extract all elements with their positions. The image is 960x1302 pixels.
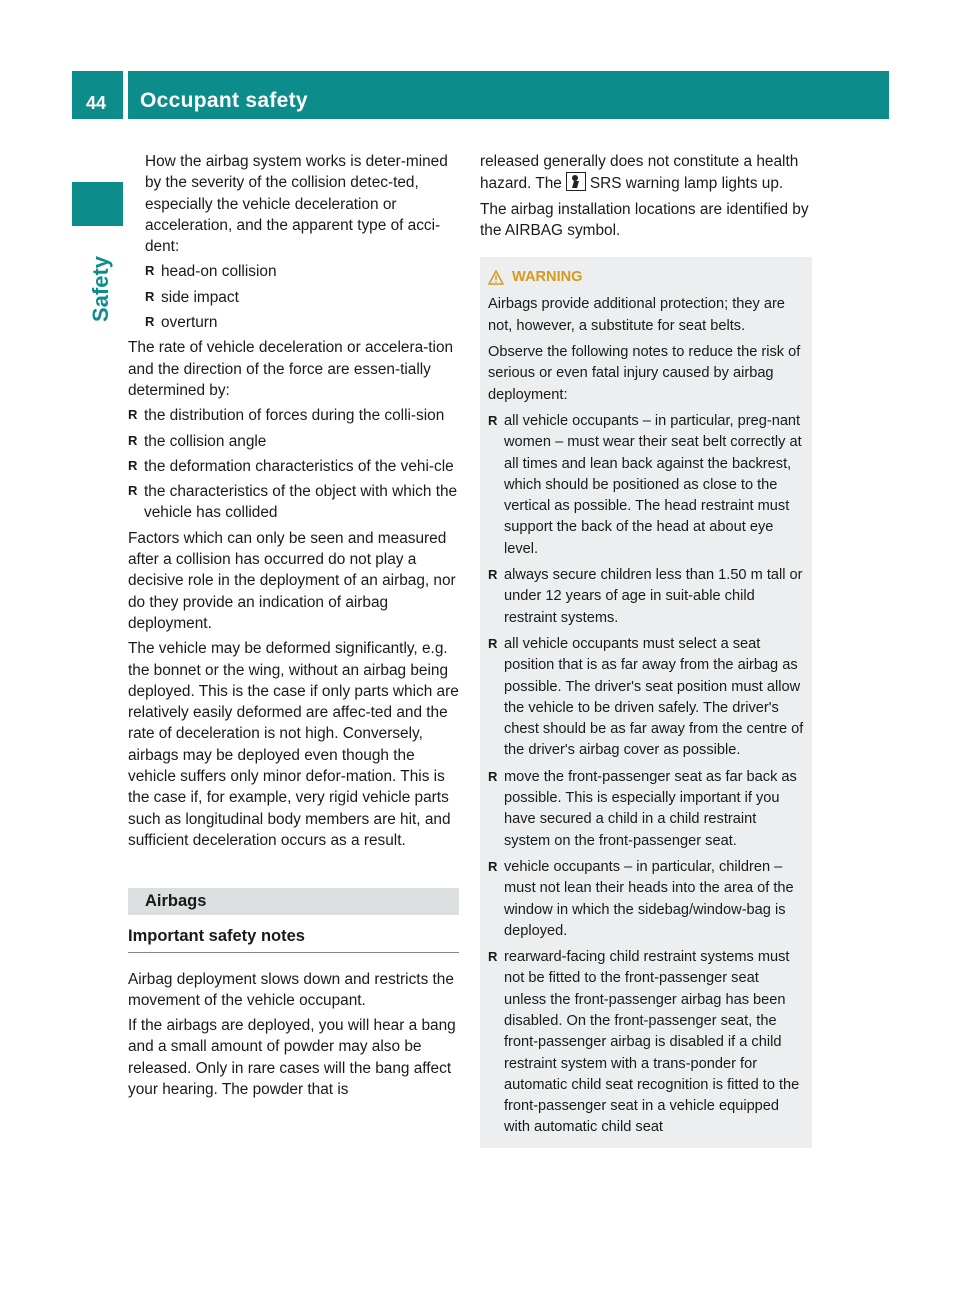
warning-paragraph: Airbags provide additional protection; they are not, however, a substitute for seat belts. [488, 296, 785, 334]
list-item: R all vehicle occupants must select a seat position that is as far away from the airbag as possible. The driver's seat position must allow the vehicle to be driven safely. The driver's chest should be as far away from the centre of the driver's airbag cover as possible. [488, 635, 804, 759]
warning-title: WARNING [512, 269, 583, 286]
locations-paragraph: The airbag installation locations are identified by the AIRBAG symbol. [480, 200, 809, 239]
factors-paragraph: Factors which can only be seen and measured after a collision has occurred do not play a decisive role in the deployment of an airbag, nor do they provide an indication of airbag deployment. [128, 529, 456, 632]
page-title: Occupant safety [128, 71, 889, 119]
accident-type-list [128, 261, 459, 333]
list-item: R overturn [145, 314, 218, 332]
continuation-paragraph: released generally does not constitute a health hazard. The SRS warning lamp lights up. [480, 153, 799, 193]
deployment-paragraph: Airbag deployment slows down and restricts the movement of the vehicle occupant. [128, 970, 454, 1009]
list-item: R move the front-passenger seat as far back as possible. This is especially important if you have secured a child in a child restraint system on the front-passenger seat. [488, 768, 797, 849]
powder-paragraph: If the airbags are deployed, you will hear a bang and a small amount of powder may also be released. Only in rare cases will the bang affect your hearing. The powder that is [128, 1017, 456, 1098]
list-item: R the distribution of forces during the colli-sion [128, 407, 445, 425]
warning-triangle-icon [488, 270, 504, 285]
list-item: R all vehicle occupants – in particular, preg-nant women – must wear their seat belt correctly at all times and lean back against the backrest, which should be positioned as close to the vertical as possible. The head restraint must support the back of the head at about eye level. [488, 412, 802, 557]
list-item: R the collision angle [128, 432, 267, 450]
side-tab-block [72, 182, 123, 226]
factor-list [128, 405, 459, 523]
warning-list [488, 411, 804, 1139]
list-item: R always secure children less than 1.50 m tall or under 12 years of age in suit-able child restraint systems. [488, 567, 803, 626]
warning-paragraph: Observe the following notes to reduce the risk of serious or even fatal injury caused by airbag deployment: [488, 344, 801, 403]
rate-paragraph: The rate of vehicle deceleration or accelera-tion and the direction of the force are essen-tially determined by: [128, 339, 454, 399]
warning-heading [488, 267, 804, 288]
subsection-heading: Important safety notes [128, 926, 459, 952]
section-heading: Airbags [128, 888, 459, 915]
list-item: R vehicle occupants – in particular, children – must not lean their heads into the area of the window in which the sidebag/window-bag is deployed. [488, 858, 794, 939]
list-item: R rearward-facing child restraint systems must not be fitted to the front-passenger seat unless the front-passenger airbag has been disabled. On the front-passenger seat, the front-passenger airbag is disabled if a child restraint system with a trans-ponder for automatic child seat recognition is fitted to the front-passenger seat in a vehicle equipped with automatic child seat [488, 949, 800, 1136]
deformation-paragraph: The vehicle may be deformed significantly, e.g. the bonnet or the wing, without an airbag being deployed. This is the case if only parts which are relatively easily deformed are affec-ted and the rate of deceleration is not high. Conversely, airbags may be deployed even though the vehicle suffers only minor defor-mation. This is the case if, for example, very rigid vehicle parts such as longitudinal body members are hit, and sufficient deceleration occurs as a result. [128, 640, 459, 849]
side-tab [82, 238, 122, 328]
side-tab-label: Safety [88, 255, 113, 322]
warning-box [480, 257, 812, 1148]
srs-warning-lamp-icon [566, 172, 586, 191]
list-item: R the characteristics of the object with which the vehicle has collided [128, 483, 458, 522]
left-column [128, 151, 459, 1104]
page-number: 44 [72, 71, 123, 119]
list-item: R head-on collision [145, 263, 277, 281]
list-item: R side impact [145, 288, 239, 306]
intro-paragraph: How the airbag system works is deter-mined by the severity of the collision detec-ted, especially the vehicle deceleration or acceleration, and the apparent type of acci-dent: [145, 153, 448, 256]
list-item: R the deformation characteristics of the vehi-cle [128, 457, 454, 475]
right-column [480, 151, 812, 1148]
